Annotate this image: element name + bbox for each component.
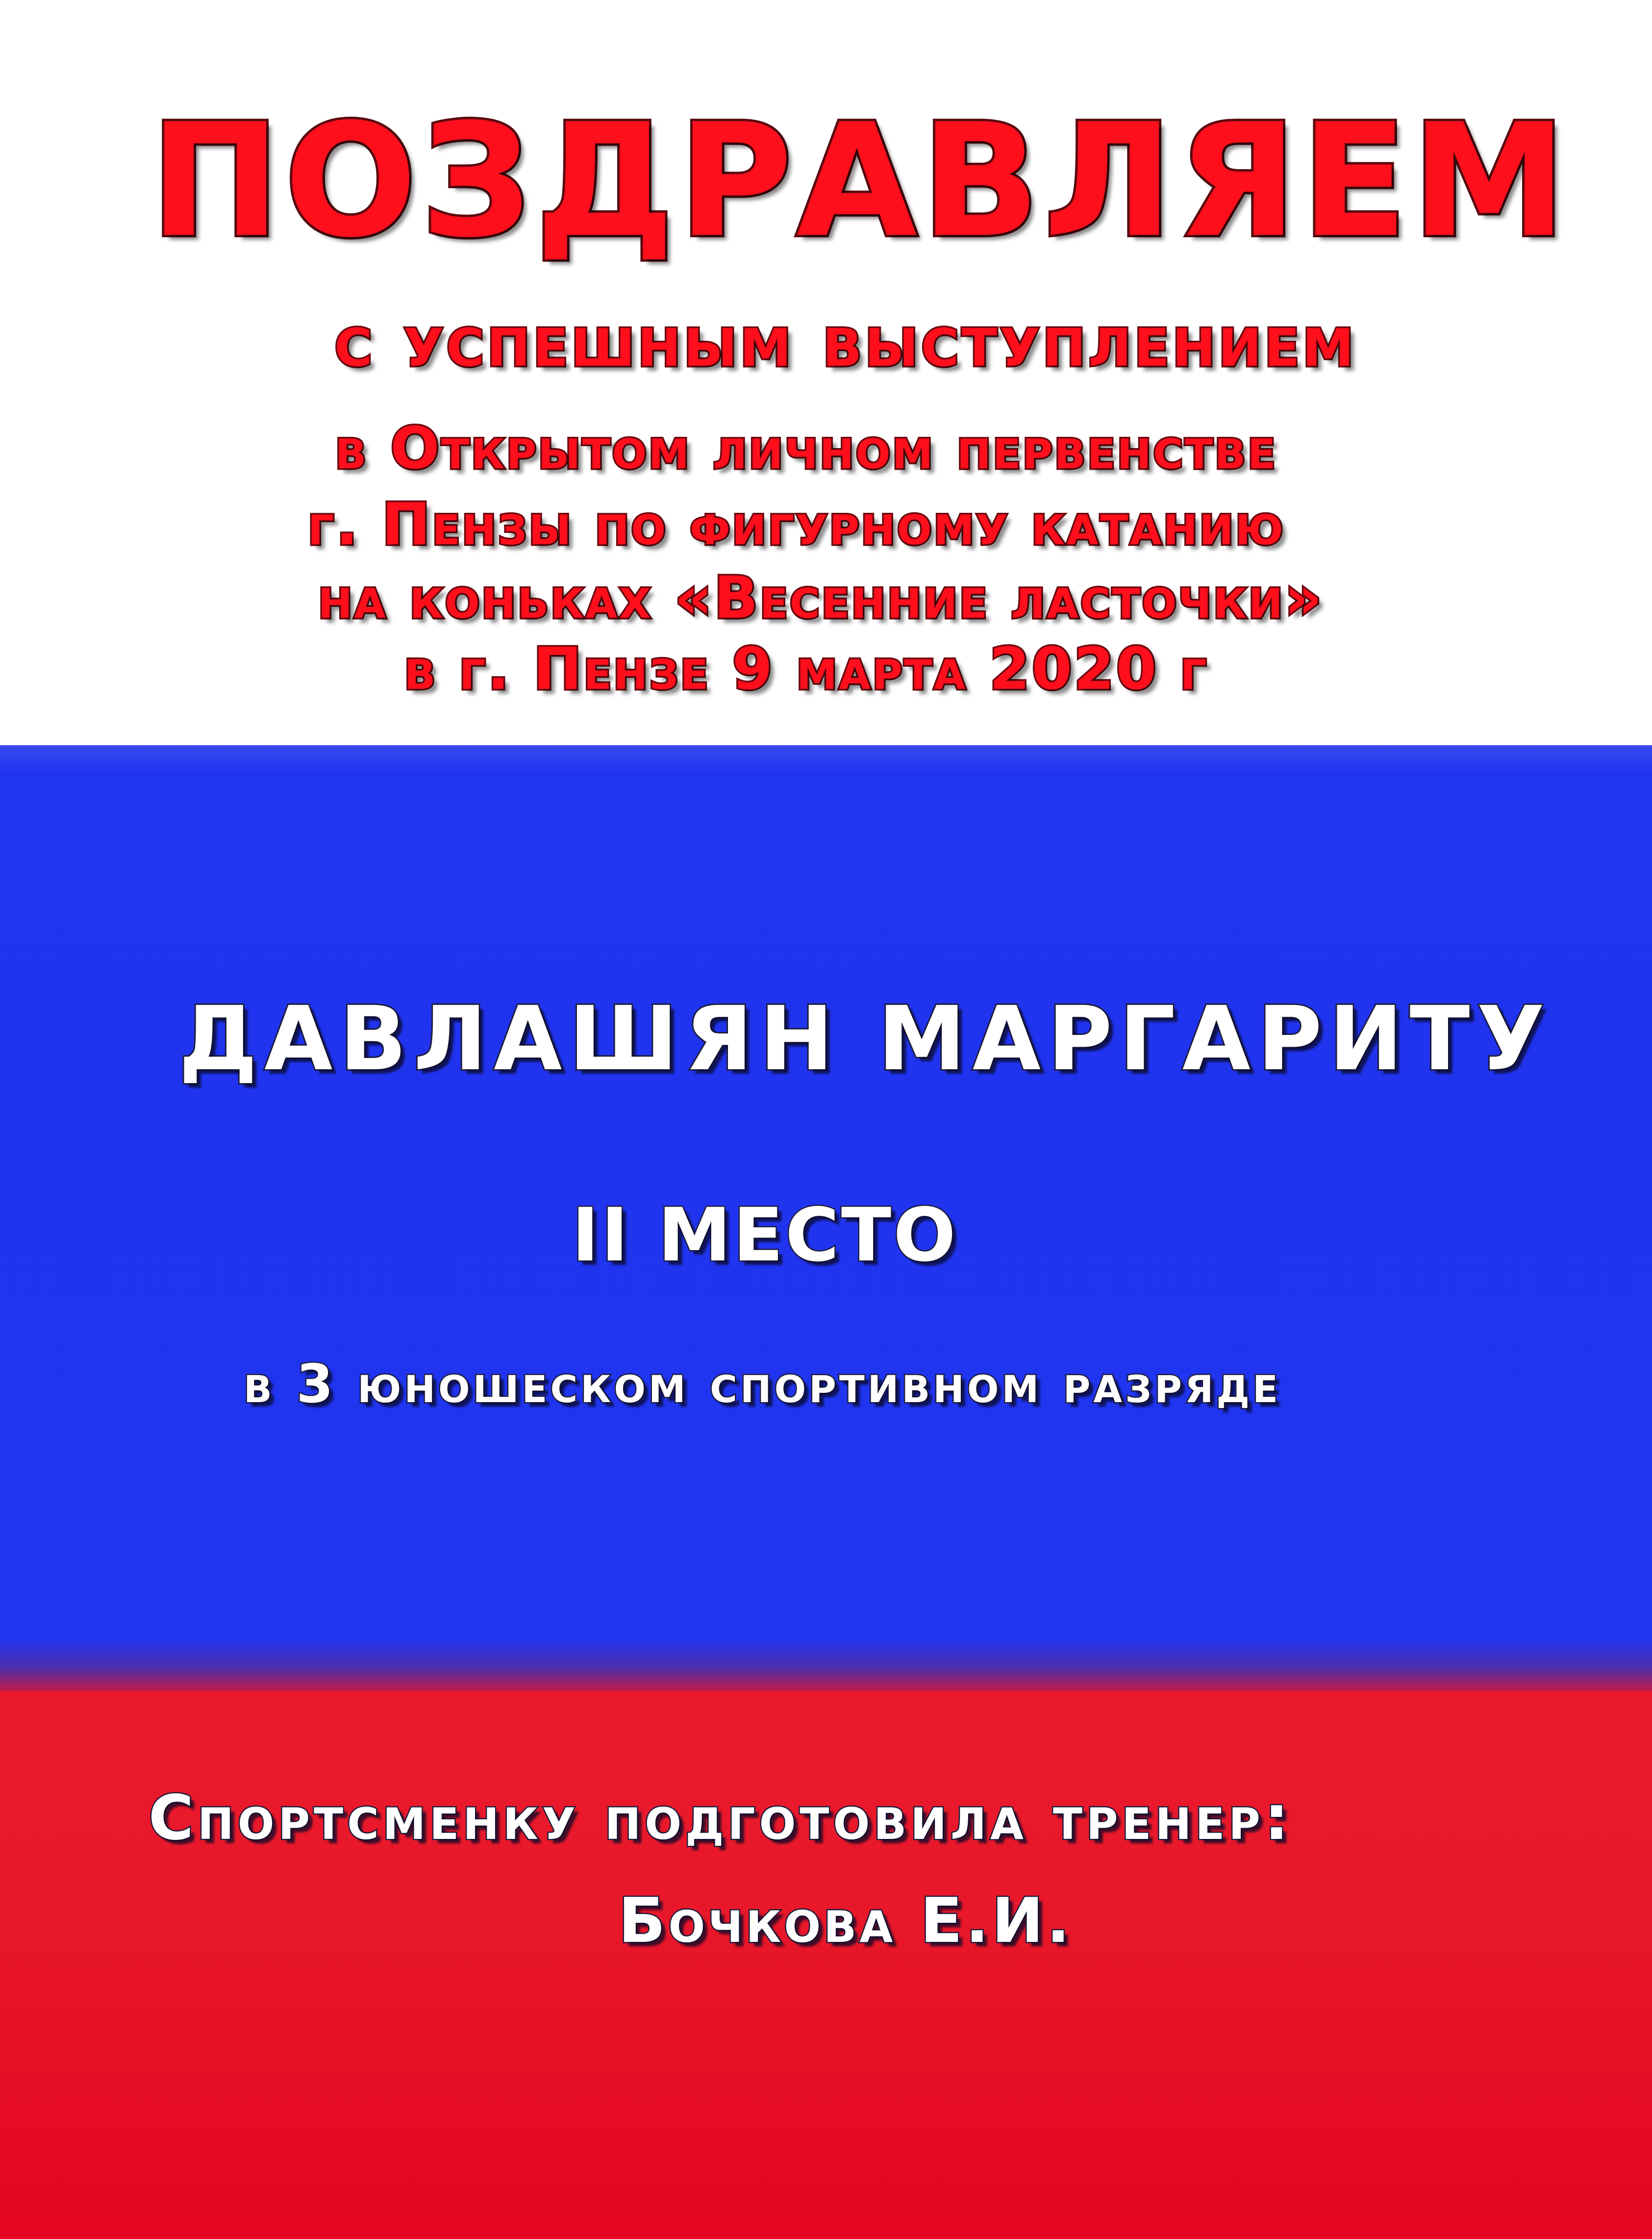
flag-red-stripe bbox=[0, 1691, 1652, 2239]
event-line-4: в г. Пензе 9 марта 2020 г bbox=[404, 635, 1208, 703]
headline: ПОЗДРАВЛЯЕМ bbox=[150, 90, 1571, 272]
athlete-name: ДАВЛАШЯН МАРГАРИТУ bbox=[178, 988, 1552, 1090]
event-line-1: в Открытом личном первенстве bbox=[335, 414, 1277, 482]
place-award: II МЕСТО bbox=[572, 1193, 958, 1278]
coach-name: Бочкова Е.И. bbox=[618, 1885, 1073, 1957]
event-line-2: г. Пензы по фигурному катанию bbox=[308, 490, 1285, 558]
event-line-3: на коньках «Весенние ласточки» bbox=[318, 564, 1324, 631]
rank-category: в 3 юношеском спортивном разряде bbox=[243, 1354, 1281, 1415]
coach-label: Спортсменку подготовила тренер: bbox=[148, 1782, 1293, 1854]
subtitle: с успешным выступлением bbox=[334, 298, 1357, 383]
